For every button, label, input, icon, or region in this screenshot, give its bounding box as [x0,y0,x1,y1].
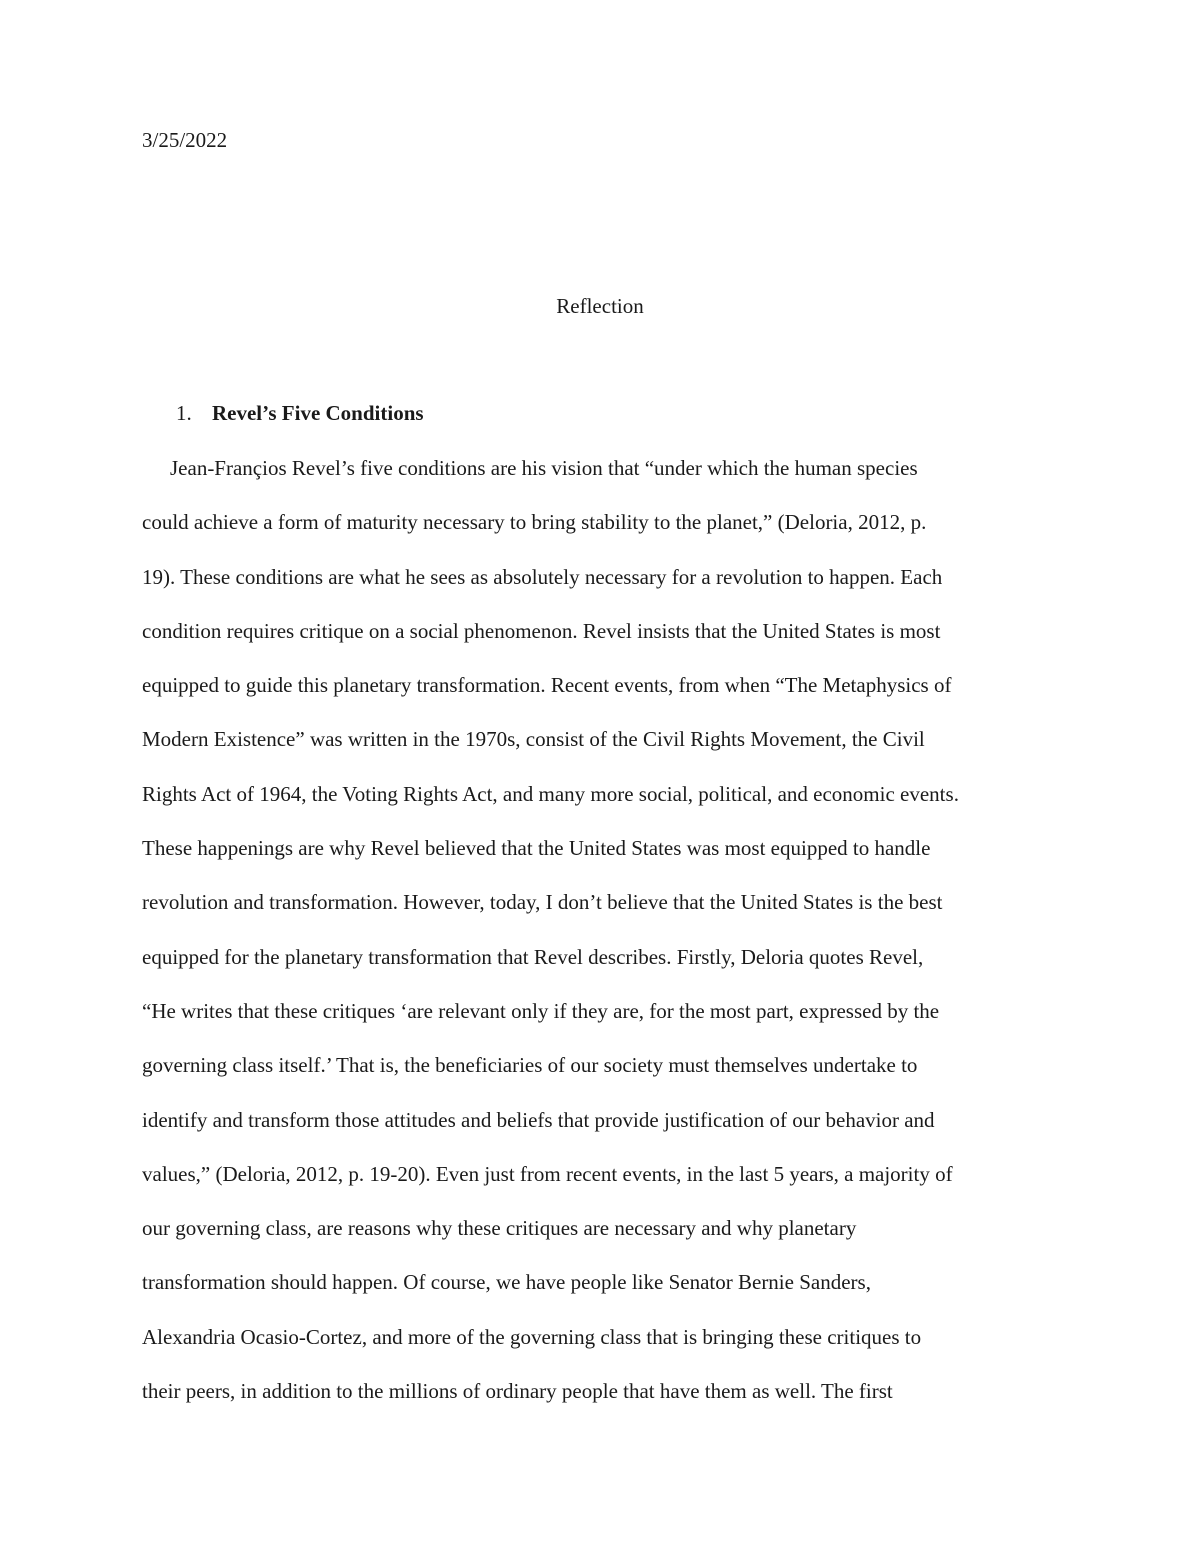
paragraph-line: their peers, in addition to the millions of ordinary people that have them as well. The first [142,1379,893,1404]
paragraph-line: values,” (Deloria, 2012, p. 19-20). Even just from recent events, in the last 5 years, a majority of [142,1161,953,1186]
paragraph-line: “He writes that these critiques ‘are relevant only if they are, for the most part, expressed by the [142,998,940,1023]
paragraph-line: could achieve a form of maturity necessary to bring stability to the planet,” (Deloria, 2012, p. [142,510,927,535]
document-date: 3/25/2022 [142,128,228,152]
paragraph-line: equipped for the planetary transformation that Revel describes. Firstly, Deloria quotes Revel, [142,944,924,969]
section-heading [176,399,424,427]
section-number: 1. [176,401,192,425]
paragraph-line: our governing class, are reasons why these critiques are necessary and why planetary [142,1216,857,1241]
paragraph-line: Jean-Françios Revel’s five conditions are his vision that “under which the human species [170,456,918,480]
paragraph-line: Rights Act of 1964, the Voting Rights Act, and many more social, political, and economic events. [142,781,959,806]
paragraph-line: identify and transform those attitudes and beliefs that provide justification of our behavior and [142,1107,935,1132]
document-title: Reflection [556,294,644,318]
body-paragraph [142,454,1062,1431]
paragraph-line: Alexandria Ocasio-Cortez, and more of the governing class that is bringing these critiques to [142,1324,922,1349]
paragraph-line: revolution and transformation. However, today, I don’t believe that the United States is the best [142,890,943,915]
paragraph-line: condition requires critique on a social phenomenon. Revel insists that the United States is most [142,618,941,643]
paragraph-line: 19). These conditions are what he sees as absolutely necessary for a revolution to happen. Each [142,564,943,589]
paragraph-line: governing class itself.’ That is, the beneficiaries of our society must themselves undertake to [142,1053,918,1078]
paragraph-line: These happenings are why Revel believed that the United States was most equipped to handle [142,836,931,861]
paragraph-line: transformation should happen. Of course, we have people like Senator Bernie Sanders, [142,1270,871,1295]
section-heading-text: Revel’s Five Conditions [212,401,424,425]
paragraph-line: Modern Existence” was written in the 1970s, consist of the Civil Rights Movement, the Civil [142,727,925,752]
paragraph-line: equipped to guide this planetary transformation. Recent events, from when “The Metaphysics of [142,673,952,698]
